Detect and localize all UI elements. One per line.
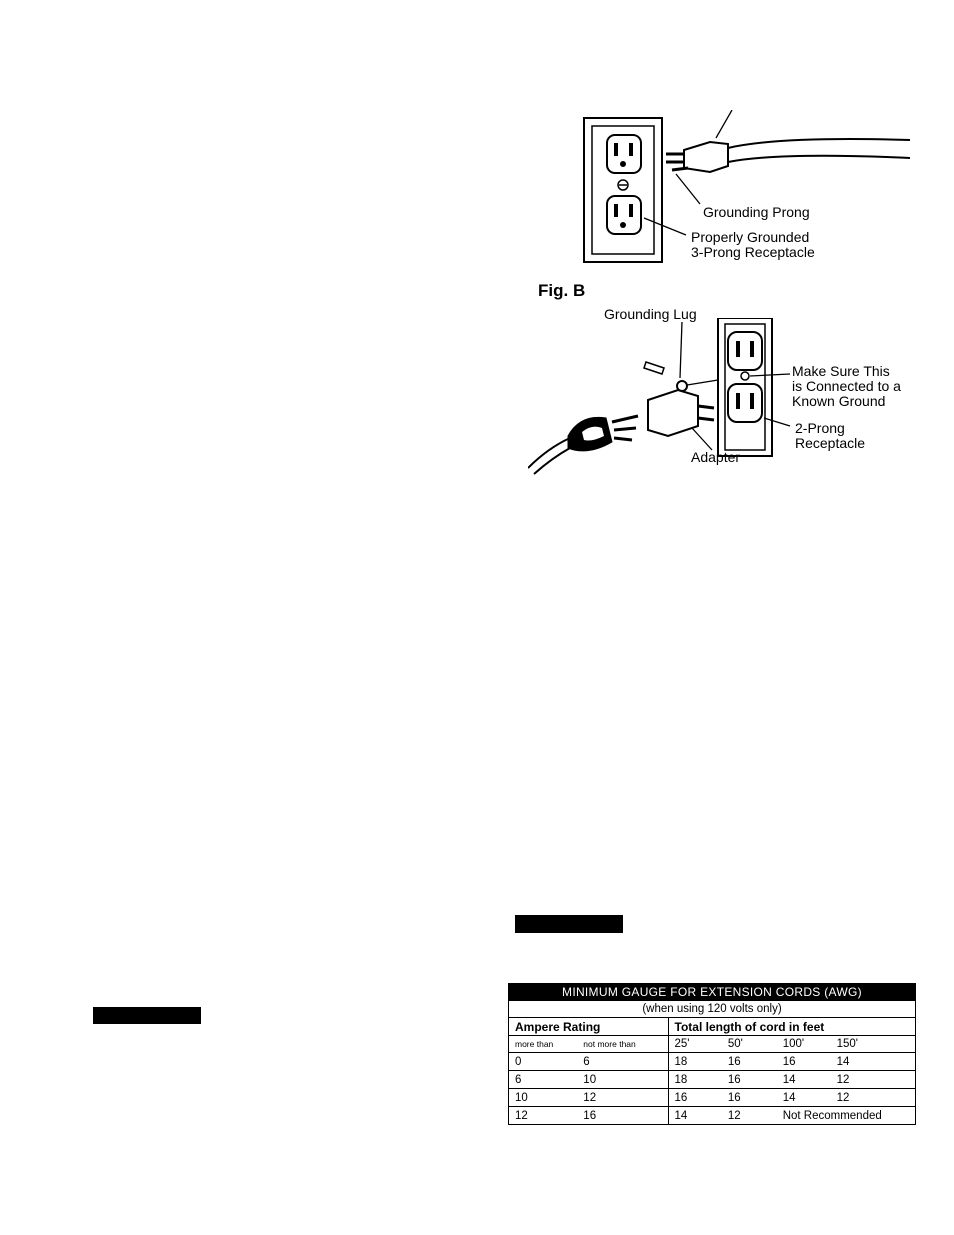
ampere-rating-header: Ampere Rating [509, 1018, 669, 1036]
table-cell: 12 [577, 1089, 668, 1107]
make-sure-this-label: Make Sure This [792, 363, 890, 379]
table-row [509, 1089, 916, 1107]
table-cell: 16 [577, 1107, 668, 1125]
two-prong-label: 2-Prong [795, 420, 845, 436]
table-cell: 10 [509, 1089, 578, 1107]
not-recommended-cell: Not Recommended [777, 1107, 916, 1125]
adapter-label: Adapter [691, 449, 741, 465]
table-row [509, 1071, 916, 1089]
table-cell: 14 [831, 1053, 916, 1071]
table-cell: 14 [777, 1089, 831, 1107]
receptacle-label: Receptacle [795, 435, 866, 451]
known-ground-label: Known Ground [792, 393, 886, 409]
table-cell: 12 [831, 1089, 916, 1107]
subheader-not-more-than: not more than [577, 1036, 668, 1053]
connected-to-label: is Connected to a [792, 378, 901, 394]
table-cell: 16 [722, 1089, 777, 1107]
table-cell: 12 [831, 1071, 916, 1089]
table-subtitle: (when using 120 volts only) [509, 1001, 916, 1018]
fig-b-title: Fig. B [538, 281, 586, 300]
cord-length-header: Total length of cord in feet [668, 1018, 916, 1036]
table-cell: 0 [509, 1053, 578, 1071]
grounding-lug-label: Grounding Lug [604, 306, 697, 322]
table-cell: 18 [668, 1071, 722, 1089]
table-subheader-row [509, 1036, 916, 1053]
table-cell: 16 [722, 1053, 777, 1071]
table-cell: 14 [668, 1107, 722, 1125]
table-cell: 6 [577, 1053, 668, 1071]
redaction-bar-left [93, 1007, 201, 1024]
extension-cord-gauge-table [508, 983, 916, 1125]
table-cell: 16 [722, 1071, 777, 1089]
subheader-100ft: 100' [777, 1036, 831, 1053]
table-cell: 16 [777, 1053, 831, 1071]
subheader-50ft: 50' [722, 1036, 777, 1053]
table-cell: 14 [777, 1071, 831, 1089]
table-cell: 10 [577, 1071, 668, 1089]
table-cell: 16 [668, 1089, 722, 1107]
table-cell: 12 [722, 1107, 777, 1125]
table-cell: 6 [509, 1071, 578, 1089]
table-cell: 12 [509, 1107, 578, 1125]
table-row [509, 1053, 916, 1071]
redaction-bar-right [515, 915, 623, 933]
subheader-more-than: more than [509, 1036, 578, 1053]
table-row [509, 1107, 916, 1125]
subheader-25ft: 25' [668, 1036, 722, 1053]
properly-grounded-label: Properly Grounded [691, 229, 810, 245]
table-cell: 18 [668, 1053, 722, 1071]
subheader-150ft: 150' [831, 1036, 916, 1053]
table-title: MINIMUM GAUGE FOR EXTENSION CORDS (AWG) [509, 984, 916, 1001]
three-prong-receptacle-label: 3-Prong Receptacle [691, 244, 815, 260]
grounding-prong-label: Grounding Prong [703, 204, 810, 220]
